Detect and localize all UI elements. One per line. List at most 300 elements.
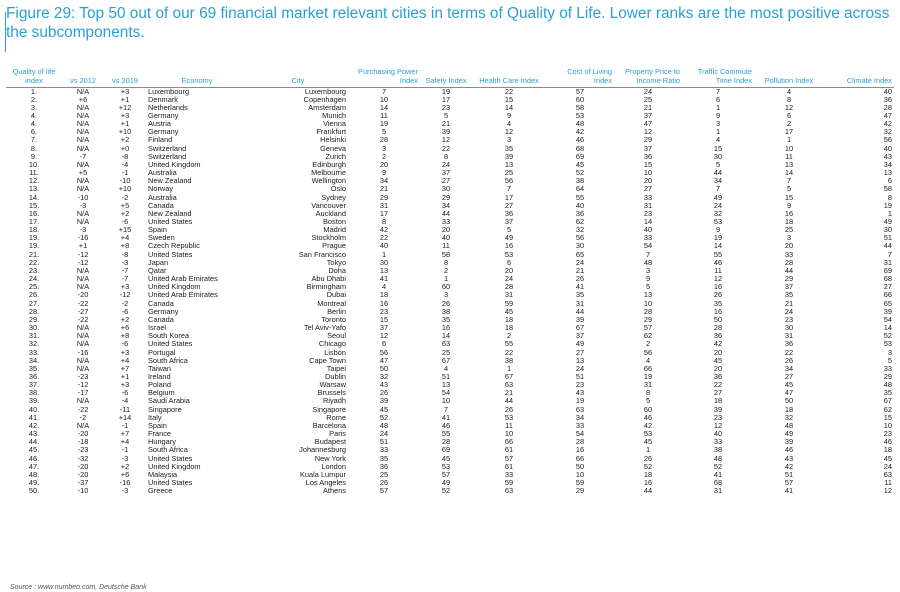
table-cell: 7 [786,177,792,186]
table-cell: +2 [120,462,130,471]
table-cell: +15 [118,226,132,235]
table-cell: Oslo [330,185,346,194]
table-cell: -4 [121,160,129,169]
table-cell: Hungary [148,438,176,447]
table-cell: 36 [504,209,514,218]
table-cell: 50 [713,315,723,324]
table-cell: 60 [643,405,653,414]
table-cell: 51 [784,470,794,479]
table-cell: 28 [504,283,514,292]
table-cell: Vancouver [311,201,346,210]
table-cell: 15 [379,315,389,324]
table-cell: 39 [575,315,585,324]
table-cell: 39 [883,307,892,316]
table-row [6,145,894,153]
table-cell: Germany [148,111,179,120]
table-cell: 11 [884,479,892,487]
table-cell: Copenhagen [303,95,346,104]
table-cell: -12 [119,291,131,300]
table-cell: 9 [715,226,721,235]
table-row [6,324,894,332]
table-cell: 21 [784,299,794,308]
table-cell: 15. [28,201,40,210]
table-cell: 46 [883,438,892,447]
table-cell: 20 [504,266,514,275]
table-cell: +14 [118,413,132,422]
table-cell: 28 [713,324,723,333]
table-cell: 45 [643,438,653,447]
table-cell: Poland [148,381,172,390]
table-cell: London [321,462,346,471]
table-cell: -4 [121,397,129,406]
table-cell: 41 [784,487,794,496]
table-cell: -12 [77,250,89,259]
table-cell: Denmark [148,95,178,104]
table-cell: Frankfurt [316,128,346,137]
table-row [6,136,894,144]
table-cell: 10 [643,169,653,178]
table-cell: 35 [575,291,585,300]
table-cell: 37 [643,111,653,120]
table-cell: 21 [504,389,514,398]
table-cell: 28 [883,103,892,112]
table-cell: 14 [883,324,892,333]
table-cell: 35 [883,389,892,398]
table-cell: 45 [504,307,514,316]
table-cell: 33 [643,234,653,243]
table-cell: 44 [575,307,585,316]
table-cell: 52 [441,487,451,496]
table-cell: 25 [643,95,653,104]
table-cell: 19 [575,397,585,406]
table-cell: Tel Aviv-Yafo [303,324,346,333]
table-cell: 63 [504,487,514,496]
table-cell: 52 [379,413,389,422]
table-cell: 56 [379,348,389,357]
table-cell: 45 [379,405,389,414]
table-cell: 46 [713,258,723,267]
table-cell: 23 [575,381,585,390]
table-cell: +4 [120,438,130,447]
table-cell: N/A [76,266,90,275]
table-cell: -32 [77,454,89,463]
table-cell: 46 [643,413,653,422]
table-cell: 24 [883,462,892,471]
table-cell: +0 [120,144,130,153]
table-cell: Chicago [318,340,346,349]
table-cell: 18 [643,470,653,479]
table-cell: 31. [28,332,40,341]
table-header-row [6,66,894,87]
table-row [6,283,894,291]
table-cell: +6 [120,324,130,333]
table-cell: 65 [575,250,585,259]
table-cell: 28 [643,307,653,316]
table-cell: 40. [28,405,40,414]
table-cell: United Arab Emirates [148,275,218,284]
table-cell: 52 [883,332,892,341]
table-cell: Greece [148,487,173,496]
table-row [6,406,894,414]
table-cell: 27 [643,185,653,194]
table-cell: 13 [575,356,585,365]
table-row [6,308,894,316]
table-cell: Luxembourg [248,87,348,96]
table-cell: 56 [883,136,892,145]
table-cell: South Africa [148,446,188,455]
table-cell: 12 [643,128,653,137]
table-cell: 69 [441,446,451,455]
table-cell: -8 [121,250,129,259]
table-cell: 35 [441,315,451,324]
table-cell: 42 [575,128,585,137]
table-cell: 42. [28,421,40,430]
table-cell: 4. [30,120,38,129]
table-cell: +1 [120,95,130,104]
table-cell: 14 [713,242,723,251]
table-cell: +2 [120,209,130,218]
table-cell: 23 [883,430,892,439]
table-cell: Doha [328,266,346,275]
table-body [6,87,894,495]
table-cell: 16 [643,479,653,487]
table-cell: -17 [77,389,89,398]
table-cell: Canada [148,315,174,324]
column-header: Traffic Commute Time Index [697,66,752,85]
table-cell: 54 [575,430,585,439]
table-cell: 19 [379,120,389,129]
table-cell: N/A [76,283,90,292]
table-cell: Luxembourg [146,87,248,96]
table-cell: United Kingdom [148,160,201,169]
table-cell: 21 [441,120,451,129]
table-cell: Zurich [325,152,346,161]
table-cell: 36 [784,340,794,349]
table-cell: Brussels [317,389,346,398]
table-cell: N/A [62,87,104,96]
table-cell: -12 [77,381,89,390]
table-cell: -10 [77,193,89,202]
table-cell: 1 [786,136,792,145]
table-cell: 13 [883,169,892,178]
table-cell: 51 [575,372,585,381]
table-cell: 53 [441,462,451,471]
table-cell: 51 [883,234,892,243]
table-row [6,349,894,357]
table-cell: 43 [379,381,389,390]
table-cell: United Kingdom [148,283,201,292]
table-cell: 6 [506,258,512,267]
table-cell: 21 [379,185,389,194]
table-cell: +7 [120,430,130,439]
table-cell: 1 [715,103,721,112]
table-cell: 12 [441,136,451,145]
table-cell: 54 [441,389,451,398]
table-cell: 26 [379,389,389,398]
table-cell: 28 [441,438,451,447]
table-cell: N/A [76,209,90,218]
table-cell: 1. [6,87,62,96]
table-cell: 29 [784,275,794,284]
table-cell: N/A [76,144,90,153]
table-cell: 63 [575,405,585,414]
table-cell: South Korea [148,332,190,341]
table-cell: Belgium [148,389,175,398]
table-cell: Dubai [326,291,346,300]
table-cell: N/A [76,332,90,341]
table-cell: Munich [322,111,346,120]
table-cell: United States [148,454,193,463]
table-cell: 66 [883,291,892,300]
table-cell: 31 [379,201,389,210]
table-cell: 46 [575,136,585,145]
table-cell: 66 [575,454,585,463]
table-cell: 49 [441,479,451,487]
column-header: Economy [181,75,213,85]
table-cell: -22 [77,405,89,414]
table-cell: 7 [645,250,651,259]
table-cell: 5 [786,185,792,194]
table-cell: Rome [326,413,346,422]
table-cell: 17 [784,128,794,137]
table-cell: -2 [121,193,129,202]
table-cell: 2 [645,340,651,349]
table-cell: 24 [575,364,585,373]
table-cell: Germany [148,307,179,316]
table-cell: +3 [120,283,130,292]
table-cell: 20 [784,242,794,251]
table-cell: Riyadh [322,397,346,406]
table-cell: 42 [379,226,389,235]
table-cell: 3 [715,120,721,129]
table-cell: Czech Republic [148,242,200,251]
table-cell: 29 [883,372,892,381]
table-row [6,381,894,389]
table-cell: -3 [79,226,87,235]
table-cell: 45 [784,381,794,390]
table-cell: 49 [784,430,794,439]
table-cell: 30 [784,324,794,333]
table-cell: New York [314,454,346,463]
table-cell: 22 [504,348,514,357]
table-cell: +4 [120,234,130,243]
table-cell: 50 [784,397,794,406]
table-cell: 20 [713,348,723,357]
table-cell: 14 [504,103,514,112]
table-cell: 44 [504,397,514,406]
table-cell: 27. [28,299,40,308]
table-cell: -6 [121,389,129,398]
table-cell: 48 [643,258,653,267]
table-cell: -6 [121,218,129,226]
table-cell: 23 [643,209,653,218]
table-cell: 48 [784,421,794,430]
column-header: Property Price to Income Ratio [624,66,680,85]
table-cell: N/A [76,275,90,284]
table-cell: 39 [504,152,514,161]
table-row [6,251,894,259]
table-cell: Athens [322,487,346,496]
table-row [6,210,894,218]
table-cell: 66 [643,364,653,373]
table-cell: 18 [883,446,892,455]
table-cell: Prague [322,242,346,251]
table-cell: 18 [379,291,389,300]
table-cell: 16 [713,283,723,292]
table-cell: 22 [784,348,794,357]
table-cell: 66 [504,438,514,447]
table-cell: 5 [715,160,721,169]
table-cell: -20 [77,291,89,300]
table-cell: Helsinki [320,136,346,145]
table-cell: -2 [121,299,129,308]
table-cell: 32 [379,372,389,381]
table-cell: 37. [28,381,40,390]
table-cell: 4. [30,111,38,120]
table-cell: Malaysia [148,470,178,479]
table-cell: 54 [643,242,653,251]
table-row [6,275,894,283]
table-cell: United States [148,479,193,487]
table-cell: 10 [575,470,585,479]
table-cell: 45 [441,454,451,463]
table-cell: Vienna [323,120,346,129]
table-cell: 15 [883,413,892,422]
table-row [6,340,894,348]
table-cell: 41 [575,283,585,292]
table-cell: 8 [786,95,792,104]
table-cell: N/A [76,324,90,333]
table-cell: N/A [76,177,90,186]
table-cell: 67 [883,397,892,406]
table-cell: 34 [883,160,892,169]
table-cell: 68 [713,479,723,487]
table-cell: 60 [575,95,585,104]
table-cell: 53 [504,413,514,422]
table-cell: Montreal [317,299,346,308]
column-header: Pollution Index [764,75,814,85]
table-cell: 27 [883,283,892,292]
table-cell: 23 [379,307,389,316]
table-cell: 38 [575,177,585,186]
table-row [6,389,894,397]
column-header: Climate Index [846,75,892,85]
table-cell: 33. [28,348,40,357]
table-cell: 37 [504,218,514,226]
table-cell: 34 [441,201,451,210]
table-cell: 12 [784,103,794,112]
table-cell: N/A [76,397,90,406]
table-cell: 9 [645,275,651,284]
table-cell: 63 [441,340,451,349]
table-row [6,471,894,479]
table-cell: 40 [824,87,894,96]
table-cell: 58 [883,185,892,194]
table-cell: Sweden [148,234,175,243]
column-header: City [291,75,305,85]
table-cell: 44. [28,438,40,447]
table-cell: Singapore [312,405,346,414]
table-cell: 49 [713,193,723,202]
table-cell: 25 [441,348,451,357]
table-cell: 2 [506,332,512,341]
table-cell: 17. [28,218,40,226]
table-cell: 5 [381,128,387,137]
table-row [6,120,894,128]
table-cell: 34 [713,177,723,186]
table-cell: -11 [119,405,131,414]
table-cell: 1 [381,250,387,259]
table-cell: 3 [506,136,512,145]
table-cell: 14 [379,103,389,112]
table-cell: 31 [643,201,653,210]
table-cell: United Arab Emirates [148,291,218,300]
table-cell: 3 [381,144,387,153]
table-row [6,104,894,112]
table-cell: 19. [28,234,40,243]
table-cell: 42 [713,340,723,349]
table-cell: 49. [28,479,40,487]
table-cell: 19 [643,372,653,381]
table-cell: 50 [379,364,389,373]
table-cell: -20 [77,470,89,479]
table-cell: 30 [441,185,451,194]
source-note: Source : www.numbeo.com, Deutsche Bank [10,584,147,591]
table-cell: 1 [443,275,449,284]
table-row [6,234,894,242]
table-cell: 33 [784,250,794,259]
table-cell: 53 [643,430,653,439]
table-cell: 12 [713,275,723,284]
table-cell: 27 [575,348,585,357]
table-cell: -23 [77,446,89,455]
table-cell: 5 [645,397,651,406]
table-cell: -22 [77,299,89,308]
table-cell: 3 [443,291,449,300]
table-cell: 1 [506,364,512,373]
table-cell: 1 [715,128,721,137]
table-cell: 9 [506,111,512,120]
table-cell: 38 [713,446,723,455]
table-cell: 9 [786,201,792,210]
table-cell: Sydney [321,193,346,202]
table-cell: 34 [575,413,585,422]
table-cell: 22 [713,381,723,390]
table-cell: N/A [76,340,90,349]
table-cell: 45 [713,356,723,365]
table-cell: 9 [381,169,387,178]
table-row [6,373,894,381]
table-cell: 7. [30,136,38,145]
table-cell: 9 [715,111,721,120]
table-cell: 32 [575,226,585,235]
table-cell: 39 [784,438,794,447]
table-cell: 57 [643,324,653,333]
table-cell: 3. [30,103,38,112]
table-cell: 4 [381,283,387,292]
table-cell: 45 [575,160,585,169]
table-cell: 53 [713,218,723,226]
table-cell: Abu Dhabi [311,275,346,284]
table-cell: 20 [713,364,723,373]
table-cell: Birmingham [306,283,346,292]
table-row [6,357,894,365]
table-cell: 29 [643,315,653,324]
table-cell: -16 [119,479,131,487]
table-cell: 16 [713,307,723,316]
table-row [6,226,894,234]
table-row [6,169,894,177]
